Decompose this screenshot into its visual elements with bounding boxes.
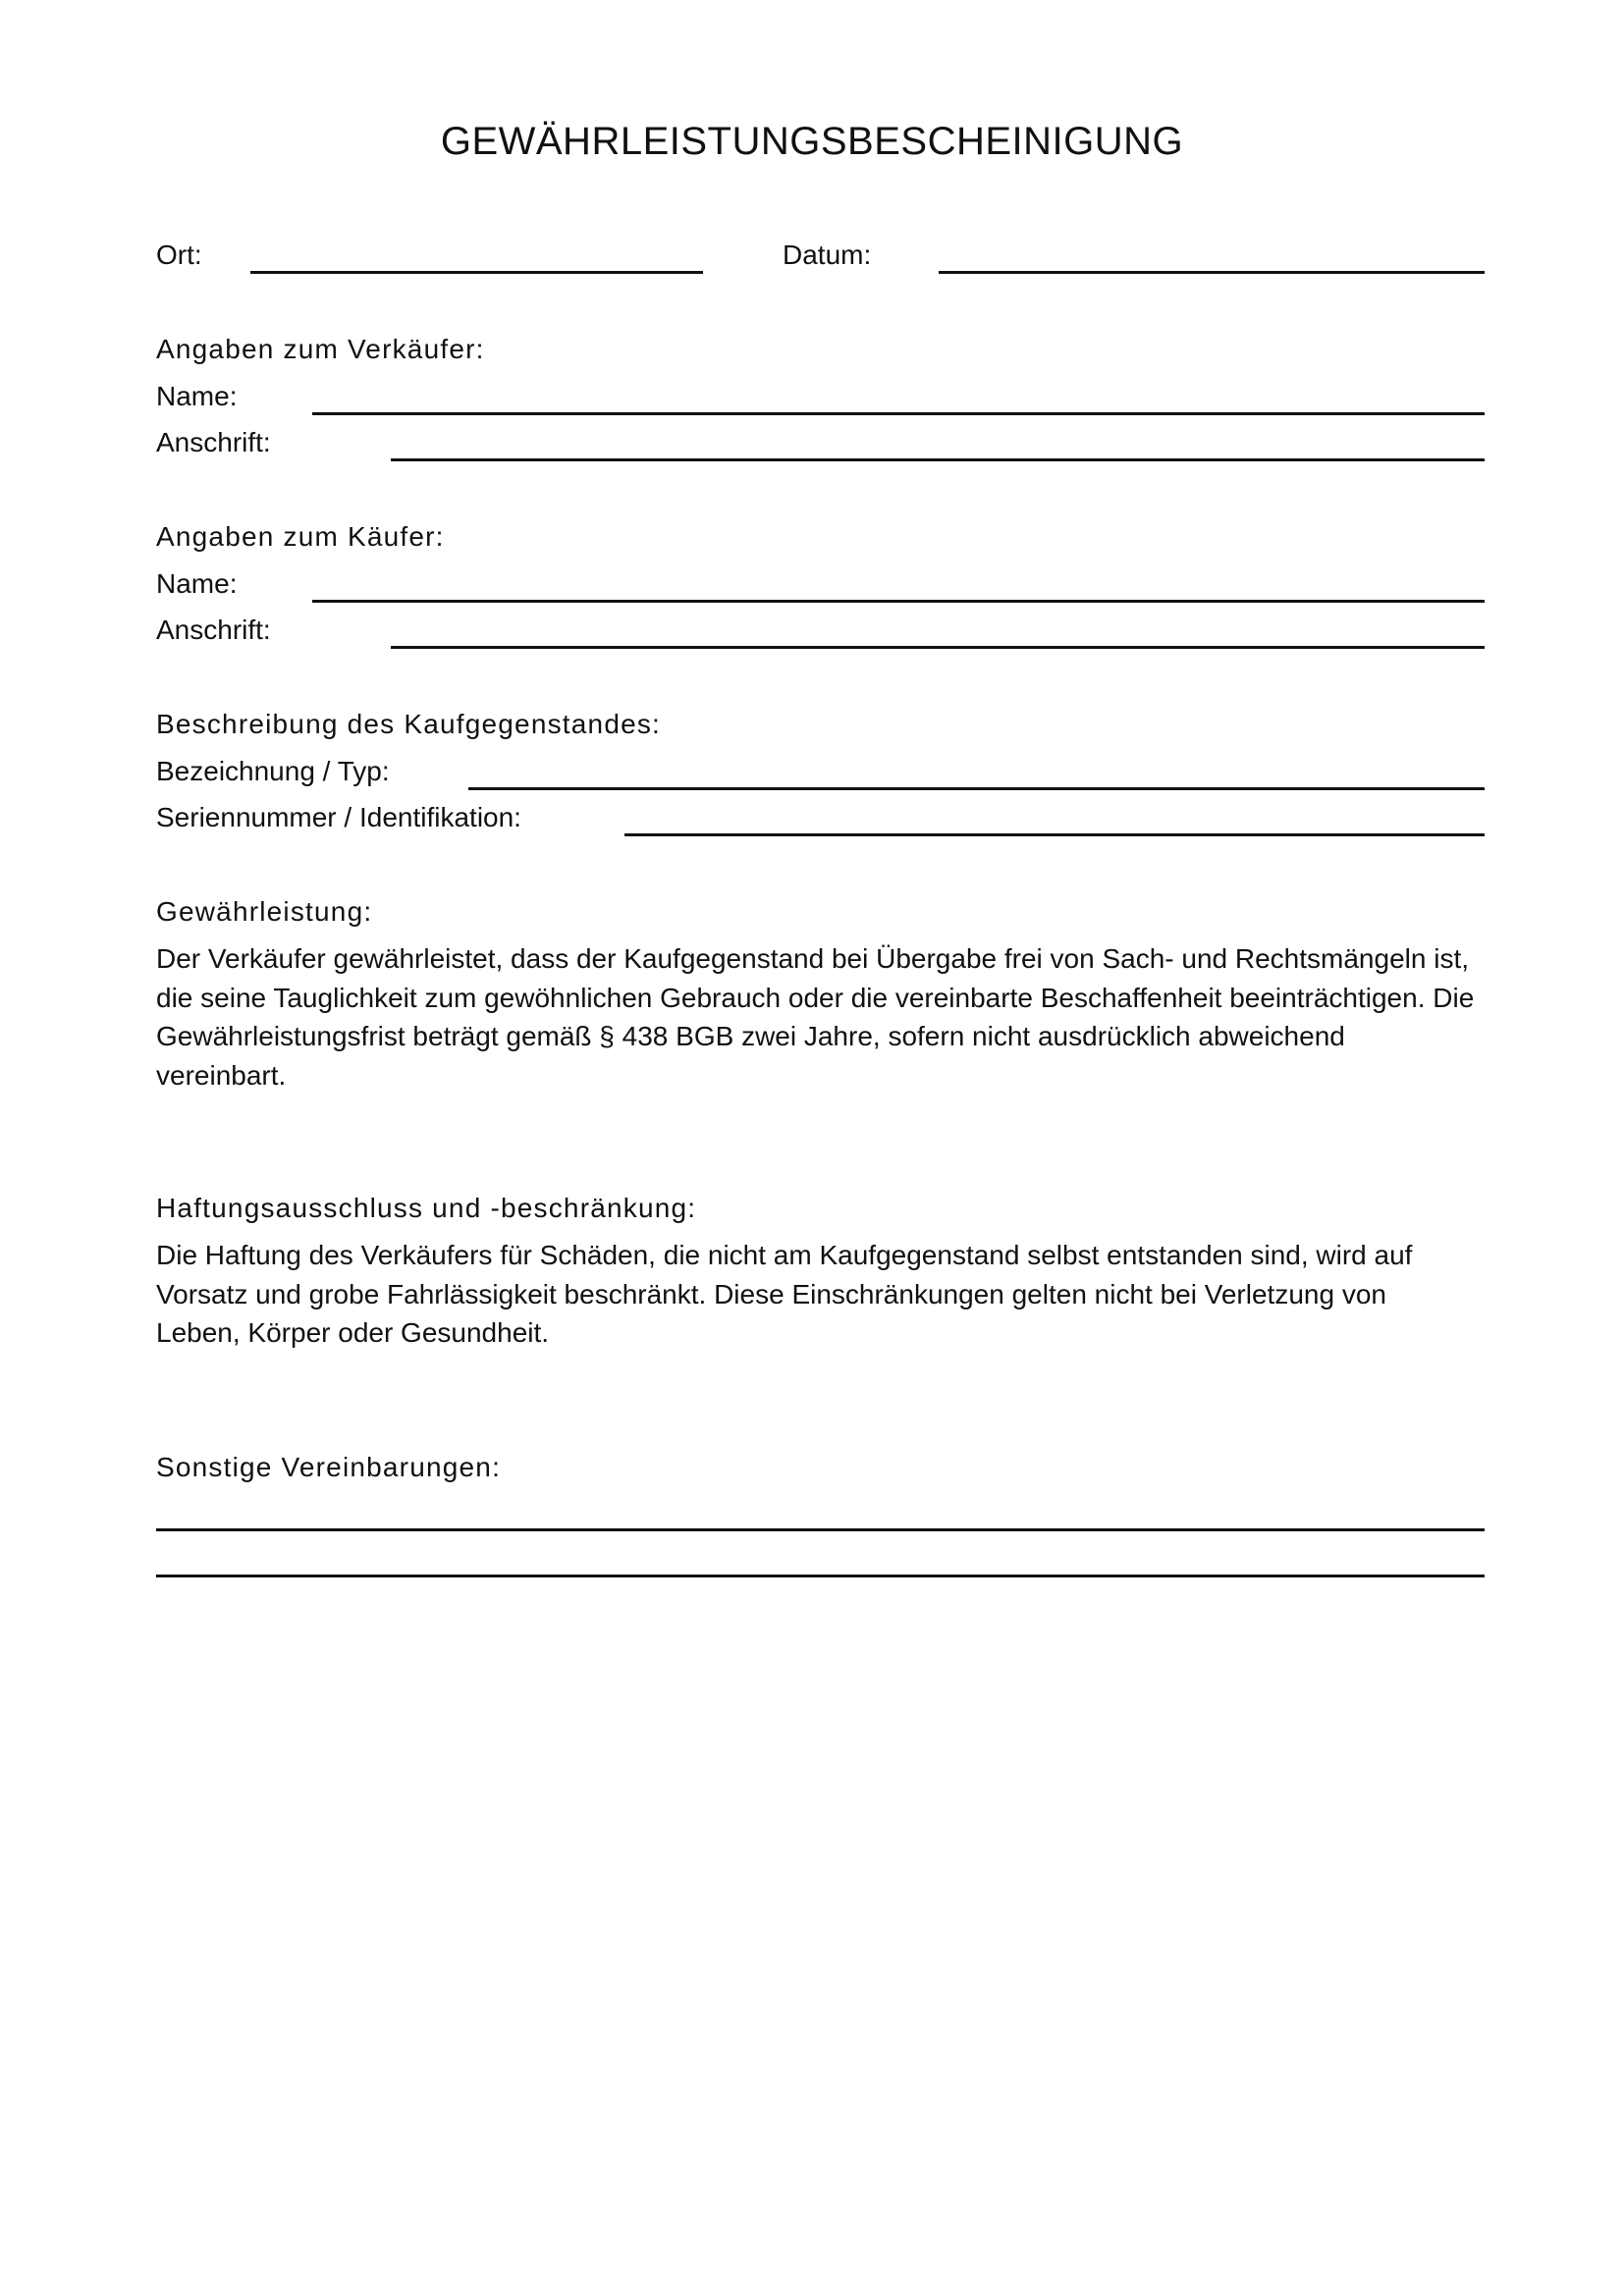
other-heading: Sonstige Vereinbarungen: [156,1452,502,1482]
liability-heading: Haftungsausschluss und -beschränkung: [156,1193,697,1223]
warranty-line: vereinbart. [156,1059,287,1091]
seller-name-field[interactable] [312,412,1485,415]
buyer-name-field[interactable] [312,600,1485,603]
warranty-line: Der Verkäufer gewährleistet, dass der Kaufgegenstand bei Übergabe frei von Sach- und Rechtsmängeln ist, [156,943,1469,974]
datum-field[interactable] [939,271,1485,274]
datum-label: Datum: [783,240,872,270]
buyer-name-label: Name: [156,568,238,599]
ort-field[interactable] [250,271,703,274]
seller-name-label: Name: [156,381,238,411]
warranty-line: Gewährleistungsfrist beträgt gemäß § 438 BGB zwei Jahre, sofern nicht ausdrücklich abweichend [156,1021,1345,1051]
buyer-address-field[interactable] [391,646,1485,649]
warranty-heading: Gewährleistung: [156,896,373,927]
item-serial-label: Seriennummer / Identifikation: [156,802,521,832]
item-heading: Beschreibung des Kaufgegenstandes: [156,709,662,739]
buyer-heading: Angaben zum Käufer: [156,521,445,552]
item-designation-label: Bezeichnung / Typ: [156,756,390,786]
warranty-line: die seine Tauglichkeit zum gewöhnlichen Gebrauch oder die vereinbarte Beschaffenheit beeinträchtigen. Die [156,982,1475,1013]
item-serial-field[interactable] [624,833,1485,836]
warranty-paragraph [156,939,1491,1095]
other-line-1[interactable] [156,1528,1485,1531]
item-designation-field[interactable] [468,787,1485,790]
page-title: GEWÄHRLEISTUNGSBESCHEINIGUNG [440,120,1184,163]
liability-line: Vorsatz und grobe Fahrlässigkeit beschränkt. Diese Einschränkungen gelten nicht bei Verletzung von [156,1278,1386,1309]
other-line-2[interactable] [156,1575,1485,1577]
buyer-address-label: Anschrift: [156,614,271,645]
liability-paragraph [156,1236,1491,1353]
liability-line: Leben, Körper oder Gesundheit. [156,1317,550,1348]
seller-address-label: Anschrift: [156,427,271,457]
liability-line: Die Haftung des Verkäufers für Schäden, die nicht am Kaufgegenstand selbst entstanden sind, wird auf [156,1240,1413,1270]
seller-address-field[interactable] [391,458,1485,461]
seller-heading: Angaben zum Verkäufer: [156,334,485,364]
ort-label: Ort: [156,240,202,270]
